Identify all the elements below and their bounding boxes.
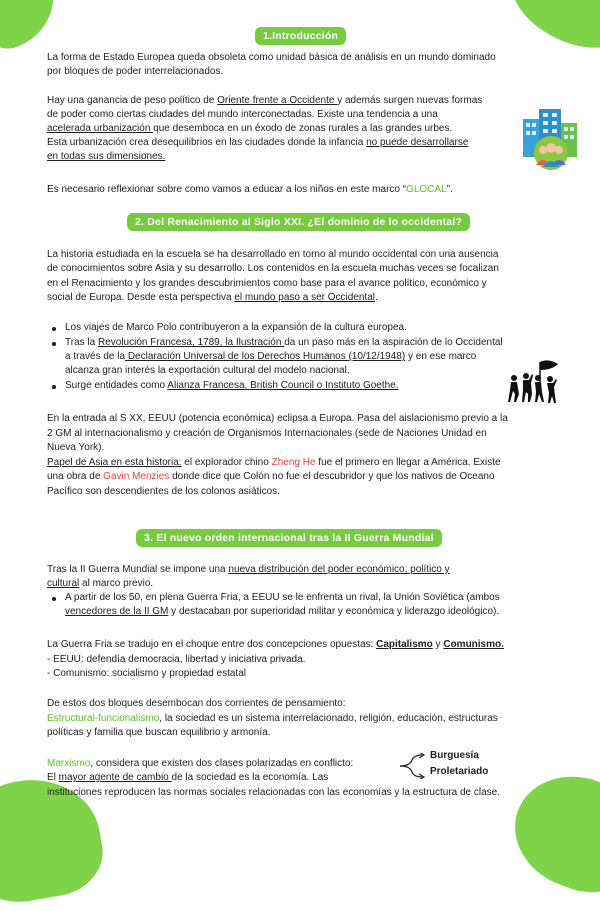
decorative-blob-bottom-right bbox=[499, 759, 600, 907]
s2-paragraph-1-line-4: social de Europa. Desde esta perspectiva el mundo paso a ser Occidental. bbox=[47, 292, 378, 303]
protest-crowd-illustration bbox=[506, 358, 562, 404]
s3-list-line-1: - EEUU: defendía democracia, libertad y iniciativa privada. bbox=[47, 654, 306, 665]
s2-paragraph-1-line-1: La historia estudiada en la escuela se ha desarrollado en torno al mundo occidental con una ausencia bbox=[47, 249, 499, 260]
s1-paragraph-2-line-5: en todas sus dimensiones. bbox=[47, 151, 166, 162]
s1-paragraph-2-line-2: de poder como ciertas ciudades del mundo interconectadas. Existe una tendencia a una bbox=[47, 109, 438, 120]
s1-paragraph-1-line-1: La forma de Estado Europea queda obsoleta como unidad básica de análisis en un mundo dominado bbox=[47, 52, 496, 63]
city-people-illustration bbox=[521, 105, 581, 171]
s3-paragraph-4-line-1: Estructural-funcionalismo, la sociedad es un sistema interrelacionado, religión, educación, estructuras bbox=[47, 713, 498, 724]
s3-list-line-2: - Comunismo: socialismo y propiedad estatal bbox=[47, 668, 246, 679]
s3-bullet-1-line-2: vencedores de la II GM y destacaban por superioridad militar y económica y liderazgo ideológico). bbox=[65, 606, 500, 617]
s2-paragraph-3-line-1: Papel de Asia en esta historia: el explorador chino Zheng He fue el primero en llegar a América. Existe bbox=[47, 457, 501, 468]
s2-paragraph-2-line-3: Nueva York). bbox=[47, 442, 105, 453]
s3-paragraph-1-line-2: cultural al marco previo. bbox=[47, 578, 154, 589]
section-1-title: 1.Introducción bbox=[255, 27, 346, 45]
s3-paragraph-2: La Guerra Fria se tradujo en el choque entre dos concepciones opuestas: Capitalismo y Comunismo. bbox=[47, 639, 504, 650]
s2-paragraph-2-line-1: En la entrada al S XX, EEUU (potencia económica) eclipsa a Europa. Pasa del aislacionismo previo a la bbox=[47, 413, 508, 424]
decorative-blob-top-right bbox=[498, 0, 600, 63]
s2-bullet-1: Los viajes de Marco Polo contribuyeron a la expansión de la cultura europea. bbox=[65, 322, 407, 333]
s2-bullet-2-line-2: a través de la Declaración Universal de los Derechos Humanos (10/12/1948) y en ese marco bbox=[65, 351, 477, 362]
s1-paragraph-3: Es necesario reflexionar sobre como vamos a educar a los niños en este marco “GLOCAL”. bbox=[47, 184, 453, 195]
section-2-title: 2. Del Renacimiento al Siglo XXI. ¿El dominio de lo occidental? bbox=[127, 213, 470, 231]
s2-bullet-2-line-3: alcanza gran interés la exportación cultural del modelo nacional. bbox=[65, 365, 350, 376]
decorative-blob-top-left bbox=[0, 0, 67, 55]
section-3-title: 3. El nuevo orden internacional tras la II Guerra Mundial bbox=[136, 529, 442, 547]
s2-paragraph-2-line-2: 2 GM al internacionalismo y creación de Organismos Internacionales (sede de Naciones Unidad en bbox=[47, 428, 487, 439]
s3-paragraph-4-line-2: políticas y familia que buscan equilibrio y armonía. bbox=[47, 727, 271, 738]
s3-paragraph-5: Marxismo, considera que existen dos clases polarizadas en conflicto: bbox=[47, 758, 354, 769]
s1-paragraph-1-line-2: por bloques de poder interrelacionados. bbox=[47, 66, 224, 77]
bullet-dot bbox=[52, 327, 56, 331]
s3-paragraph-1-line-1: Tras la II Guerra Mundial se impone una nueva distribución del poder económico, político y bbox=[47, 564, 450, 575]
s3-paragraph-6: El mayor agente de cambio de la sociedad es la economía. Las bbox=[47, 772, 329, 783]
class-proletariado: Proletariado bbox=[430, 766, 489, 777]
bullet-dot bbox=[52, 597, 56, 601]
s1-paragraph-2-line-4: Esta urbanización crea desequilibrios en las ciudades donde la infancia no puede desarrollarse bbox=[47, 137, 469, 148]
s3-bullet-1-line-1: A partir de los 50, en plena Guerra Fria, a EEUU se le enfrenta un rival, la Unión Soviética (ambos bbox=[65, 592, 500, 603]
s2-bullet-2-line-1: Tras la Revolución Francesa, 1789, la Ilustración da un paso más en la aspiración de lo Occidental bbox=[65, 337, 503, 348]
s1-paragraph-2-line-3: acelerada urbanización que desemboca en un éxodo de zonas rurales a las grandes urbes. bbox=[47, 123, 453, 134]
s1-paragraph-2-line-1: Hay una ganancia de peso político de Oriente frente a Occidente y además surgen nuevas formas bbox=[47, 95, 483, 106]
s3-paragraph-7: instituciones reproducen las normas sociales relacionadas con las economías y la estructura de clase. bbox=[47, 787, 501, 798]
s2-paragraph-1-line-3: en el Renacimiento y los grandes descubrimientos como base para el avance político, económico y bbox=[47, 278, 487, 289]
class-burguesia: Burguesía bbox=[430, 750, 479, 761]
bullet-dot bbox=[52, 342, 56, 346]
s2-bullet-3: Surge entidades como Alianza Francesa, British Council o Instituto Goethe. bbox=[65, 380, 399, 391]
s2-paragraph-3-line-3: Pacífico son descendientes de los colonos asiáticos. bbox=[47, 486, 280, 497]
s3-paragraph-3: De estos dos bloques desembocan dos corrientes de pensamiento: bbox=[47, 698, 346, 709]
branch-arrow-icon bbox=[398, 753, 426, 779]
s2-paragraph-1-line-2: de conocimientos sobre Asia y su desarrollo. Los contenidos en la escuela muchas veces se focalizan bbox=[47, 263, 499, 274]
bullet-dot bbox=[52, 385, 56, 389]
s2-paragraph-3-line-2: una obra de Gavin Menzies donde dice que Colón no fue el descubridor y que los nativos de Oceano bbox=[47, 471, 495, 482]
